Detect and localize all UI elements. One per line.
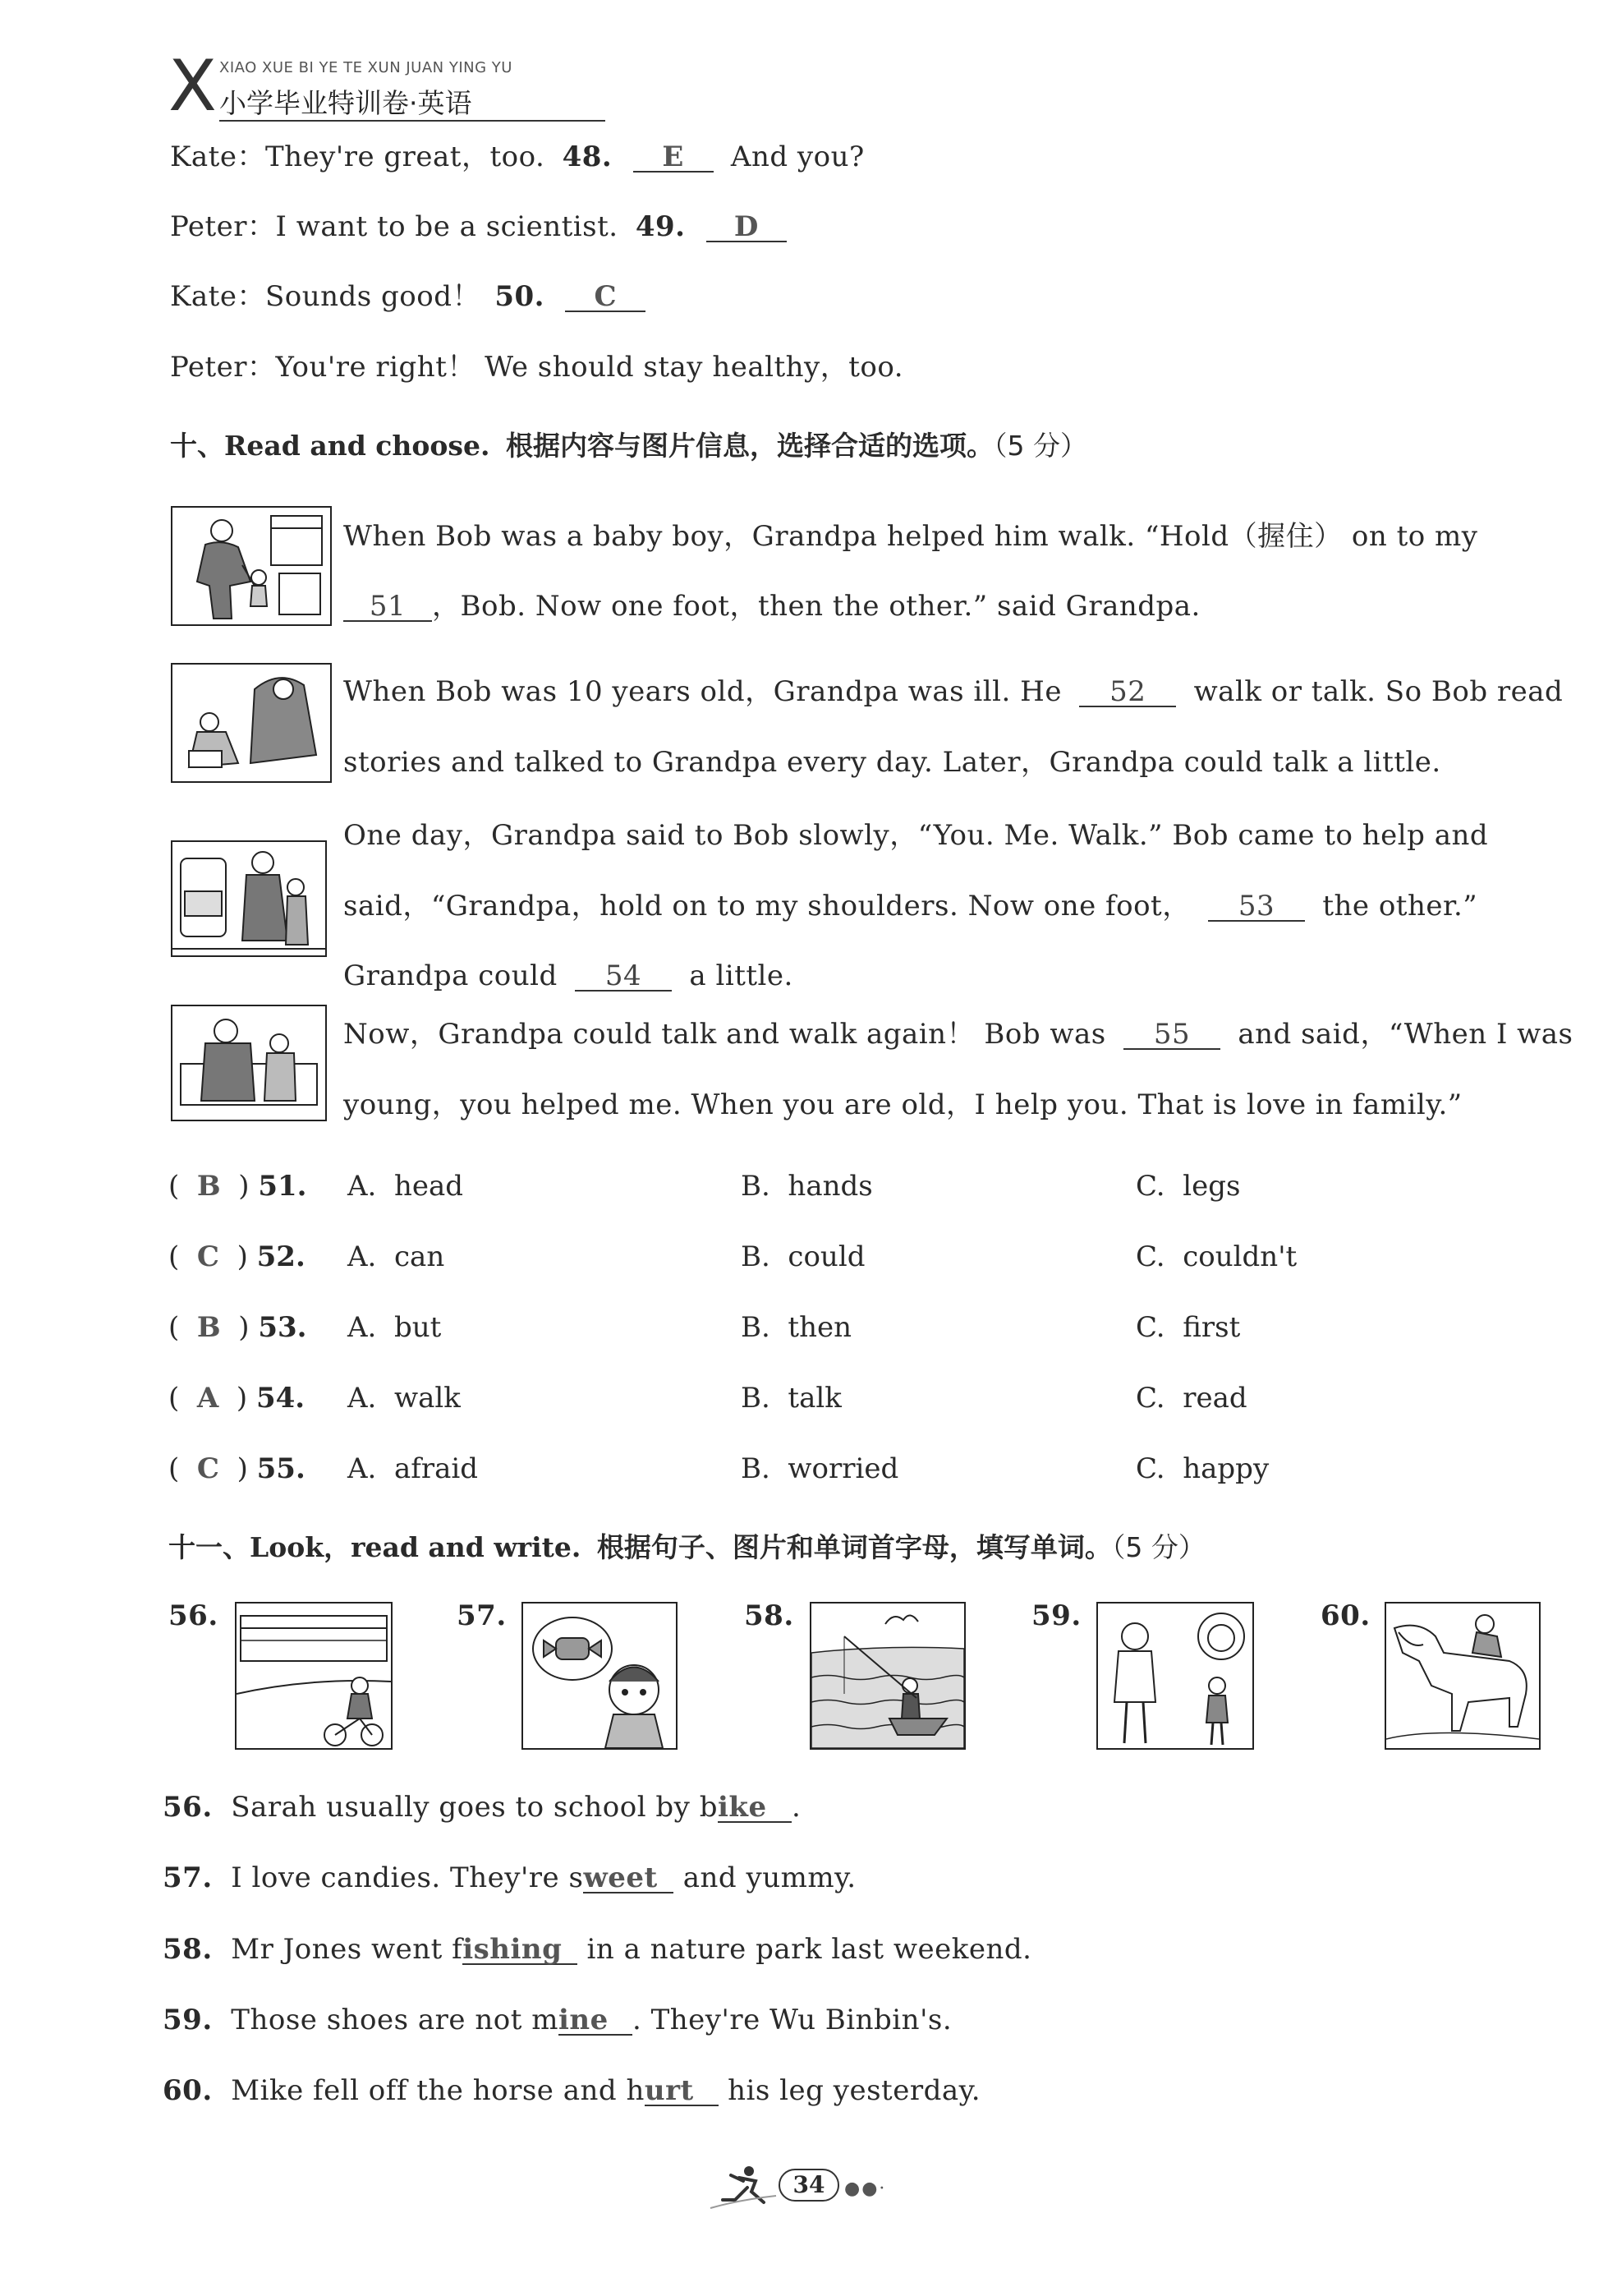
pic-label-59: 59. — [1031, 1599, 1082, 1632]
option-text: read — [1183, 1382, 1247, 1415]
option-text: can — [394, 1240, 445, 1273]
question-number: 48. — [562, 140, 613, 173]
story-p2-line2: stories and talked to Grandpa every day. Later，Grandpa could talk a little. — [343, 746, 1441, 779]
option-text: hands — [788, 1170, 873, 1203]
option-label: C. — [1136, 1240, 1165, 1273]
option-label: C. — [1136, 1382, 1165, 1415]
option-a-53[interactable] — [347, 1311, 442, 1344]
option-text: legs — [1183, 1170, 1241, 1203]
picture-58-fishing — [810, 1602, 966, 1750]
option-b-54[interactable] — [741, 1382, 842, 1415]
speaker: Kate — [170, 140, 237, 173]
dialogue-text: You're right！ We should stay healthy，too. — [275, 351, 904, 384]
header-pinyin: XIAO XUE BI YE TE XUN JUAN YING YU — [219, 59, 512, 76]
question-row-53: ( B ) 53. — [168, 1311, 307, 1344]
blank-54[interactable]: 54 — [575, 962, 672, 992]
story-p3-line1: One day，Grandpa said to Bob slowly，“You. Me. Walk.” Bob came to help and — [343, 819, 1489, 852]
picture-56-bike — [235, 1602, 393, 1750]
story-text: and said，“When I was — [1238, 1018, 1573, 1051]
sentence-text: his leg yesterday. — [728, 2074, 981, 2107]
story-text: said，“Grandpa，hold on to my shoulders. Now one foot， — [343, 890, 1191, 923]
option-b-52[interactable] — [741, 1240, 866, 1273]
story-p1-line2 — [343, 592, 1201, 622]
option-label: B. — [741, 1240, 770, 1273]
option-a-52[interactable] — [347, 1240, 445, 1273]
question-number: 56. — [163, 1791, 213, 1824]
fishing-illustration — [811, 1604, 964, 1748]
section-title-en: Read and choose. — [224, 430, 490, 462]
pic-label-60: 60. — [1321, 1599, 1371, 1632]
dialogue-line-final: Peter：You're right！ We should stay healthy，too. — [170, 351, 904, 384]
page-number-badge — [779, 2169, 839, 2202]
word-prefix: s — [568, 1861, 584, 1894]
option-label: B. — [741, 1170, 770, 1203]
grandpa-ill-illustration — [172, 665, 330, 781]
option-text: first — [1183, 1311, 1241, 1344]
section-score: （5 分） — [1111, 1531, 1206, 1563]
dialogue-line-48: Kate：They're great，too. 48. E And you? — [170, 140, 865, 173]
dialogue-text: Sounds good！ — [264, 280, 481, 313]
option-b-55[interactable] — [741, 1452, 899, 1485]
sentence-text: Sarah usually goes to school by — [231, 1791, 691, 1824]
logo-letter: X — [168, 45, 217, 127]
answer-blank[interactable]: weet — [583, 1864, 673, 1893]
story-text: Grandpa could — [343, 959, 558, 992]
option-a-55[interactable] — [347, 1452, 479, 1485]
blank-52[interactable]: 52 — [1079, 678, 1176, 707]
header — [168, 45, 604, 127]
sentence-text: Mr Jones went — [231, 1933, 443, 1966]
story-p4-line1 — [343, 1020, 1573, 1050]
picture-59-mine — [1096, 1602, 1254, 1750]
question-number: 50. — [494, 280, 544, 313]
dialogue-line-50: Kate：Sounds good！ 50. C — [170, 283, 645, 312]
question-number: 58. — [163, 1933, 213, 1966]
story-text: ，Bob. Now one foot，then the other.” said Grandpa. — [432, 590, 1201, 623]
story-picture-2 — [171, 663, 332, 783]
grandpa-baby-illustration — [172, 508, 330, 624]
dialogue-text: I want to be a scientist. — [275, 210, 618, 243]
answer-blank[interactable]: D — [706, 213, 787, 242]
option-text: but — [394, 1311, 442, 1344]
sentence-58 — [163, 1935, 1031, 1965]
option-c-52[interactable] — [1136, 1240, 1298, 1273]
story-text: Now，Grandpa could talk and walk again！ Bob was — [343, 1018, 1106, 1051]
question-row-55: ( C ) 55. — [168, 1452, 305, 1485]
grandpa-walk-illustration — [172, 842, 325, 955]
answer-blank[interactable]: E — [633, 143, 714, 173]
sentence-text: in a nature park last weekend. — [586, 1933, 1032, 1966]
sentence-59 — [163, 2006, 952, 2036]
word-prefix: m — [531, 2004, 558, 2036]
question-row-52: ( C ) 52. — [168, 1240, 305, 1273]
sentence-60 — [163, 2074, 981, 2107]
answer-blank[interactable]: ike — [718, 1793, 792, 1823]
speaker: Kate — [170, 280, 237, 313]
page-number: 34 — [792, 2171, 825, 2198]
word-prefix: h — [626, 2074, 645, 2107]
question-row-54: ( A ) 54. — [168, 1382, 305, 1415]
option-label: B. — [741, 1452, 770, 1485]
option-text: head — [394, 1170, 464, 1203]
question-number: 59. — [163, 2004, 213, 2036]
option-text: couldn't — [1183, 1240, 1298, 1273]
story-picture-3 — [171, 840, 327, 957]
option-label: C. — [1136, 1452, 1165, 1485]
pic-label-58: 58. — [744, 1599, 794, 1632]
option-label: A. — [347, 1382, 377, 1415]
sentence-57 — [163, 1861, 857, 1894]
section-score: （5 分） — [993, 430, 1087, 462]
picture-60-horse — [1385, 1602, 1541, 1750]
selected-answer[interactable]: B — [196, 1170, 221, 1203]
option-label: B. — [741, 1382, 770, 1415]
header-title: 小学毕业特训卷·英语 — [219, 87, 472, 119]
family-sofa-illustration — [172, 1006, 325, 1120]
selected-answer[interactable]: A — [196, 1382, 219, 1415]
option-a-51[interactable] — [347, 1170, 464, 1203]
question-number: 54. — [255, 1382, 305, 1415]
option-label: B. — [741, 1311, 770, 1344]
blank-55[interactable]: 55 — [1123, 1020, 1220, 1050]
selected-answer[interactable]: C — [196, 1452, 219, 1485]
option-label: A. — [347, 1170, 377, 1203]
option-label: C. — [1136, 1170, 1165, 1203]
sentence-text: . They're Wu Binbin's. — [632, 2004, 953, 2036]
pic-label-57: 57. — [457, 1599, 507, 1632]
sentence-text: Those shoes are not — [231, 2004, 522, 2036]
question-number: 60. — [163, 2074, 213, 2107]
footer — [706, 2159, 903, 2216]
option-label: C. — [1136, 1311, 1165, 1344]
option-text: worried — [788, 1452, 899, 1485]
sentence-text: Mike fell off the horse and — [231, 2074, 618, 2107]
word-prefix: b — [699, 1791, 718, 1824]
story-picture-1 — [171, 506, 332, 626]
section-11-heading — [168, 1526, 1206, 1565]
sentence-56 — [163, 1793, 801, 1823]
picture-57-candy — [521, 1602, 678, 1750]
section-number: 十一、 — [168, 1531, 250, 1563]
question-number: 52. — [256, 1240, 305, 1273]
dialogue-text: They're great，too. — [264, 140, 545, 173]
story-text: walk or talk. So Bob read — [1193, 675, 1564, 708]
section-title-cn: 根据句子、图片和单词首字母，填写单词。 — [596, 1531, 1112, 1563]
dialogue-line-49: Peter：I want to be a scientist. 49. D — [170, 213, 787, 242]
dialogue-text: And you? — [730, 140, 865, 173]
answer-blank[interactable]: ine — [558, 2006, 632, 2036]
word-prefix: f — [452, 1933, 463, 1966]
selected-answer[interactable]: C — [196, 1240, 219, 1273]
pic-label-56: 56. — [168, 1599, 218, 1632]
section-10-heading — [170, 425, 1087, 463]
header-rule — [219, 120, 605, 122]
story-p3-line3 — [343, 959, 793, 992]
option-text: could — [788, 1240, 866, 1273]
option-text: walk — [394, 1382, 461, 1415]
answer-blank[interactable]: ishing — [462, 1935, 577, 1965]
question-number: 53. — [258, 1311, 307, 1344]
option-label: A. — [347, 1240, 377, 1273]
option-text: afraid — [394, 1452, 479, 1485]
horse-fall-illustration — [1386, 1604, 1539, 1748]
answer-blank[interactable]: urt — [645, 2077, 719, 2106]
option-b-51[interactable] — [741, 1170, 873, 1203]
question-number: 51. — [258, 1170, 307, 1203]
story-picture-4 — [171, 1005, 327, 1121]
selected-answer[interactable]: B — [196, 1311, 221, 1344]
section-title-cn: 根据内容与图片信息，选择合适的选项。 — [505, 430, 994, 462]
question-number: 55. — [256, 1452, 305, 1485]
question-number: 49. — [635, 210, 686, 243]
blank-53[interactable]: 53 — [1208, 892, 1305, 922]
option-text: happy — [1183, 1452, 1270, 1485]
story-p3-line2 — [343, 892, 1477, 922]
option-text: then — [788, 1311, 852, 1344]
story-p1-line1: When Bob was a baby boy，Grandpa helped him walk. “Hold（握住） on to my — [343, 520, 1478, 553]
story-p2-line1 — [343, 675, 1564, 708]
option-b-53[interactable] — [741, 1311, 852, 1344]
option-c-54[interactable] — [1136, 1382, 1247, 1415]
speaker: Peter — [170, 210, 248, 243]
option-label: A. — [347, 1311, 377, 1344]
question-row-51: ( B ) 51. — [168, 1170, 307, 1203]
candy-girl-illustration — [523, 1604, 676, 1748]
option-c-53[interactable] — [1136, 1311, 1241, 1344]
option-c-51[interactable] — [1136, 1170, 1241, 1203]
option-a-54[interactable] — [347, 1382, 461, 1415]
question-number: 57. — [163, 1861, 213, 1894]
speaker: Peter — [170, 351, 248, 384]
sentence-text: . — [791, 1791, 802, 1824]
sentence-text: I love candies. They're — [231, 1861, 560, 1894]
runner-icon — [706, 2163, 780, 2212]
blank-51[interactable]: 51 — [343, 592, 432, 622]
school-bike-illustration — [237, 1604, 391, 1748]
option-c-55[interactable] — [1136, 1452, 1270, 1485]
footer-dots: ●●· — [844, 2179, 887, 2199]
option-text: talk — [788, 1382, 842, 1415]
story-p4-line2: young，you helped me. When you are old，I help you. That is love in family.” — [343, 1088, 1463, 1121]
section-number: 十、 — [170, 430, 224, 462]
section-title-en: Look，read and write. — [250, 1531, 581, 1563]
story-text: the other.” — [1322, 890, 1478, 923]
option-label: A. — [347, 1452, 377, 1485]
shoes-boy-illustration — [1098, 1604, 1252, 1748]
answer-blank[interactable]: C — [565, 283, 645, 312]
sentence-text: and yummy. — [682, 1861, 857, 1894]
story-text: When Bob was 10 years old，Grandpa was ill. He — [343, 675, 1062, 708]
story-text: a little. — [689, 959, 793, 992]
